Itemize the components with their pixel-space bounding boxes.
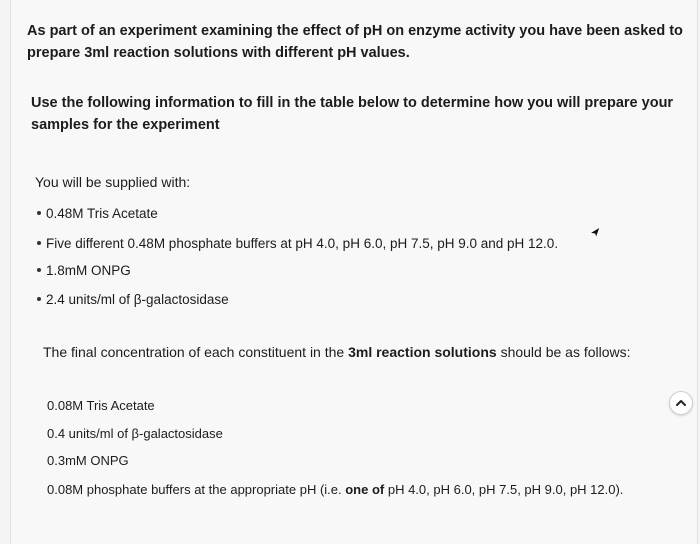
chevron-up-icon <box>675 397 687 409</box>
concentration-item: 0.3mM ONPG <box>47 453 129 468</box>
final-bold: 3ml reaction solutions <box>348 344 497 360</box>
bullet-icon <box>37 241 41 245</box>
supplied-item <box>37 206 158 221</box>
supplied-item-text: Five different 0.48M phosphate buffers at pH 4.0, pH 6.0, pH 7.5, pH 9.0 and pH 12.0. <box>46 236 559 251</box>
supplied-item-text: 1.8mM ONPG <box>46 263 131 278</box>
question-panel <box>10 0 698 544</box>
supplied-heading: You will be supplied with: <box>35 174 191 190</box>
concentration-last-prefix: 0.08M phosphate buffers at the appropriate pH (i.e. <box>47 482 346 497</box>
supplied-item <box>37 263 131 278</box>
bullet-icon <box>37 211 41 215</box>
supplied-item <box>37 236 558 251</box>
supplied-item-text: 2.4 units/ml of β-galactosidase <box>46 292 229 307</box>
supplied-item-text: 0.48M Tris Acetate <box>46 206 158 221</box>
final-prefix: The final concentration of each constituent in the <box>43 344 349 360</box>
concentration-last-suffix: pH 4.0, pH 6.0, pH 7.5, pH 9.0, pH 12.0). <box>384 482 624 497</box>
bullet-icon <box>37 297 41 301</box>
bullet-icon <box>37 268 41 272</box>
final-suffix: should be as follows: <box>496 344 631 360</box>
collapse-button[interactable] <box>669 391 693 415</box>
final-concentration-statement <box>43 344 631 360</box>
concentration-item: 0.4 units/ml of β-galactosidase <box>47 426 223 441</box>
concentration-last-bold: one of <box>345 482 385 497</box>
supplied-item <box>37 292 229 307</box>
intro-paragraph: As part of an experiment examining the effect of pH on enzyme activity you have been asked to prepare 3ml reaction solutions with different pH values. <box>27 23 683 61</box>
mouse-pointer-icon <box>589 226 601 245</box>
concentration-item <box>47 482 623 497</box>
concentration-item: 0.08M Tris Acetate <box>47 398 155 413</box>
instructions-paragraph: Use the following information to fill in the table below to determine how you will prepare your samples for the experiment <box>31 95 674 133</box>
